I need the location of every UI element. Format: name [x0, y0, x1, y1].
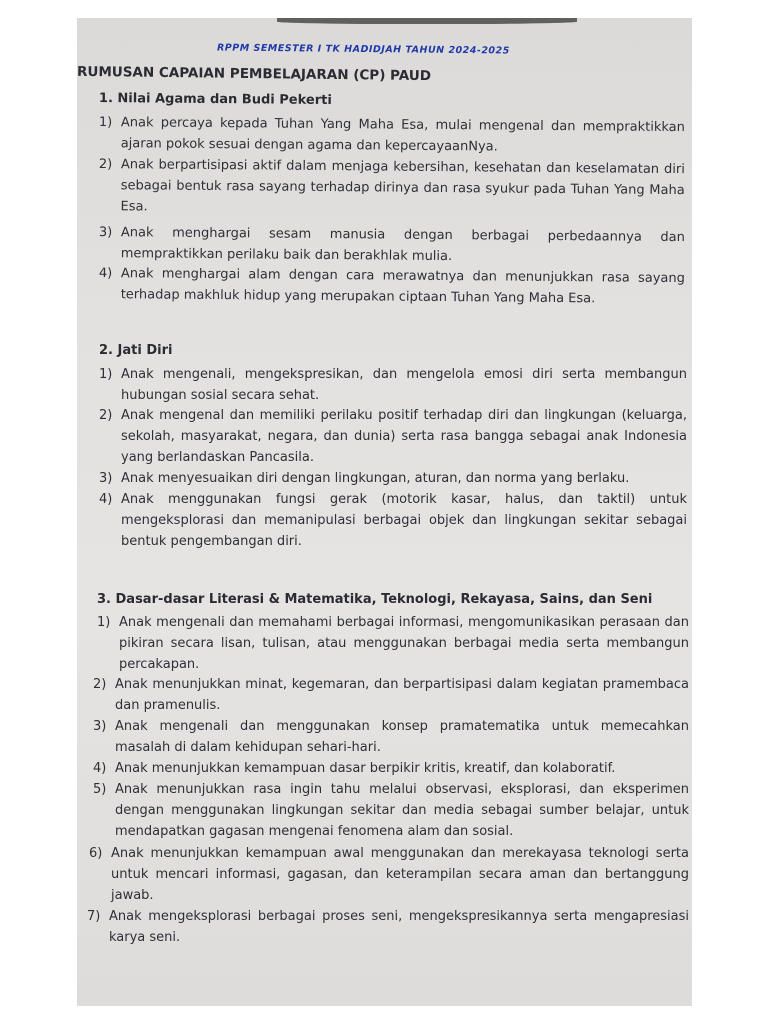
document-photo: [77, 18, 692, 1006]
section-3-item-1: 1) Anak mengenali dan memahami berbagai informasi, mengomunikasikan perasaan dan pikiran secara lisan, tulisan, atau menggunakan berbagai media serta membangun percakapan.: [97, 615, 689, 672]
section-1-item-1: 1) Anak percaya kepada Tuhan Yang Maha Esa, mulai mengenal dan mempraktikkan ajaran pokok sesuai dengan agama dan kepercayaanNya.: [98, 114, 685, 155]
section-2-item-2: 2) Anak mengenal dan memiliki perilaku positif terhadap diri dan lingkungan (keluarga, sekolah, masyarakat, negara, dan dunia) serta rasa bangga sebagai anak Indonesia yang berlandaskan Pancasila.: [99, 408, 687, 465]
page-top-shadow: [277, 18, 577, 24]
section-1-heading: 1. Nilai Agama dan Budi Pekerti: [98, 91, 332, 109]
section-2-item-1: 1) Anak mengenali, mengekspresikan, dan mengelola emosi diri serta membangun hubungan sosial secara sehat.: [99, 367, 687, 403]
section-3-item-4: 4) Anak menunjukkan kemampuan dasar berpikir kritis, kreatif, dan kolaboratif.: [93, 761, 616, 776]
section-1-item-4: 4) Anak menghargai alam dengan cara merawatnya dan menunjukkan rasa sayang terhadap makhluk hidup yang merupakan ciptaan Tuhan Yang Maha Esa.: [98, 265, 685, 307]
section-3-item-2: 2) Anak menunjukkan minat, kegemaran, dan berpartisipasi dalam kegiatan pramembaca dan pramenulis.: [93, 677, 689, 713]
section-1-item-2: 2) Anak berpartisipasi aktif dalam menjaga kebersihan, kesehatan dan keselamatan diri sebagai bentuk rasa sayang terhadap dirinya dan rasa syukur pada Tuhan Yang Maha Esa.: [98, 156, 685, 215]
document-title: RUMUSAN CAPAIAN PEMBELAJARAN (CP) PAUD: [77, 63, 432, 85]
section-1-item-3: 3) Anak menghargai sesam manusia dengan berbagai perbedaannya dan mempraktikkan perilaku baik dan berakhlak mulia.: [98, 224, 685, 265]
section-3-item-6: 6) Anak menunjukkan kemampuan awal menggunakan dan merekayasa teknologi serta untuk mencari informasi, gagasan, dan keterampilan secara aman dan bertanggung jawab.: [89, 846, 689, 903]
section-2-item-4: 4) Anak menggunakan fungsi gerak (motorik kasar, halus, dan taktil) untuk mengeksplorasi dan memanipulasi berbagai objek dan lingkungan sekitar sebagai bentuk pengembangan diri.: [99, 492, 687, 549]
section-3-item-3: 3) Anak mengenali dan menggunakan konsep pramatematika untuk memecahkan masalah di dalam kehidupan sehari-hari.: [93, 719, 689, 755]
section-3-item-7: 7) Anak mengeksplorasi berbagai proses seni, mengekspresikannya serta mengapresiasi karya seni.: [87, 909, 689, 945]
document-header: RPPM SEMESTER I TK HADIDJAH TAHUN 2024-2025: [216, 42, 510, 57]
section-2-item-3: 3) Anak menyesuaikan diri dengan lingkungan, aturan, dan norma yang berlaku.: [99, 471, 630, 486]
section-3-item-5: 5) Anak menunjukkan rasa ingin tahu melalui observasi, eksplorasi, dan eksperimen dengan menggunakan lingkungan sekitar dan media sebagai sumber belajar, untuk mendapatkan gagasan mengenai fenomena alam dan sosial.: [93, 782, 689, 839]
section-3-heading: 3. Dasar-dasar Literasi & Matematika, Teknologi, Rekayasa, Sains, dan Seni: [97, 592, 653, 607]
section-2-heading: 2. Jati Diri: [99, 343, 173, 358]
